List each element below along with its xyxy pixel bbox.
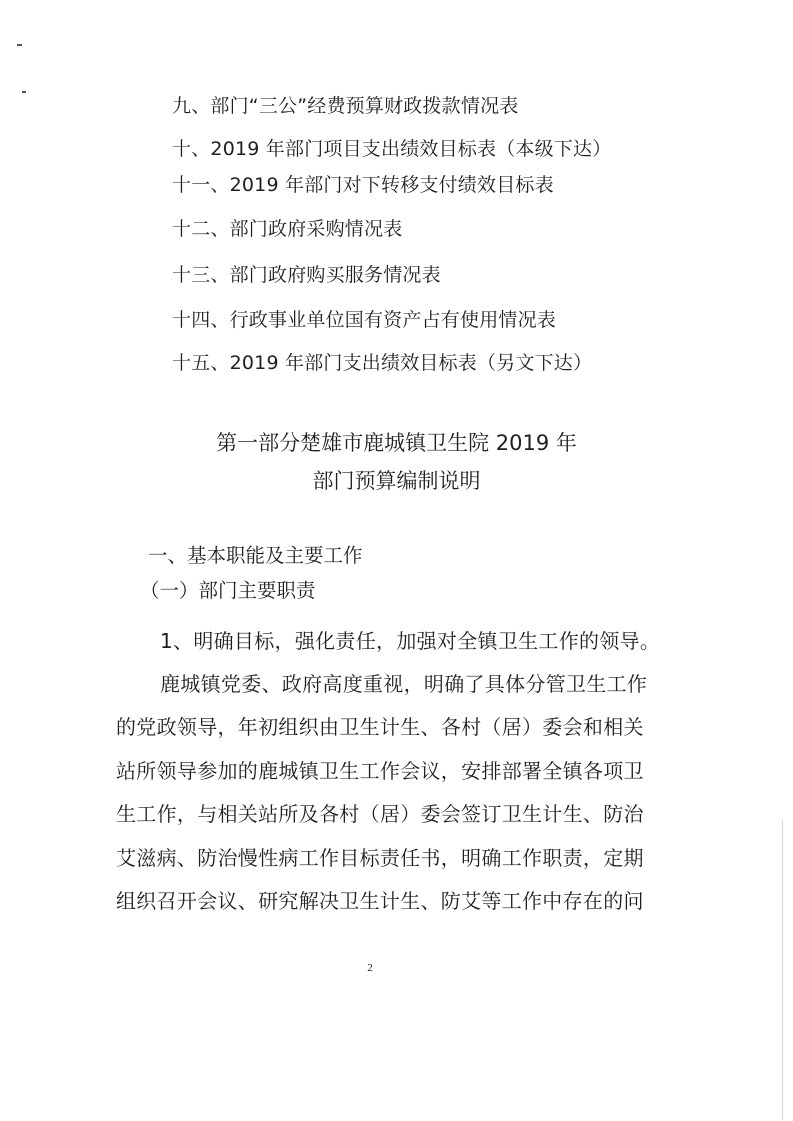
body-line-1: 鹿城镇党委、政府高度重视，明确了具体分管卫生工作	[160, 672, 648, 696]
section-heading: 一、基本职能及主要工作	[148, 544, 363, 567]
body-line-6: 组织召开会议、研究解决卫生计生、防艾等工作中存在的问	[116, 889, 644, 913]
toc-item-9: 九、部门“三公”经费预算财政拨款情况表	[172, 95, 519, 117]
toc-item-15: 十五、2019 年部门支出绩效目标表（另文下达）	[172, 352, 593, 374]
body-line-2: 的党政领导，年初组织由卫生计生、各村（居）委会和相关	[116, 715, 644, 739]
body-line-4: 生工作，与相关站所及各村（居）委会签订卫生计生、防治	[116, 802, 644, 826]
toc-item-11: 十一、2019 年部门对下转移支付绩效目标表	[172, 174, 554, 196]
section-subheading: （一）部门主要职责	[140, 579, 316, 602]
scan-mark	[17, 44, 22, 46]
scan-mark	[22, 91, 26, 93]
scan-edge-line	[782, 820, 783, 1120]
part-title-line1: 第一部分楚雄市鹿城镇卫生院 2019 年	[216, 431, 577, 455]
toc-item-14: 十四、行政事业单位国有资产占有使用情况表	[172, 309, 557, 331]
part-title-line2: 部门预算编制说明	[312, 469, 481, 493]
toc-item-13: 十三、部门政府购买服务情况表	[172, 264, 441, 286]
body-line-5: 艾滋病、防治慢性病工作目标责任书，明确工作职责，定期	[116, 846, 644, 870]
toc-item-10: 十、2019 年部门项目支出绩效目标表（本级下达）	[172, 138, 612, 160]
body-line-3: 站所领导参加的鹿城镇卫生工作会议，安排部署全镇各项卫	[116, 759, 644, 783]
item-1-line: 1、明确目标，强化责任，加强对全镇卫生工作的领导。	[160, 629, 661, 653]
page-number: 2	[367, 962, 373, 974]
toc-item-12: 十二、部门政府采购情况表	[172, 218, 403, 240]
